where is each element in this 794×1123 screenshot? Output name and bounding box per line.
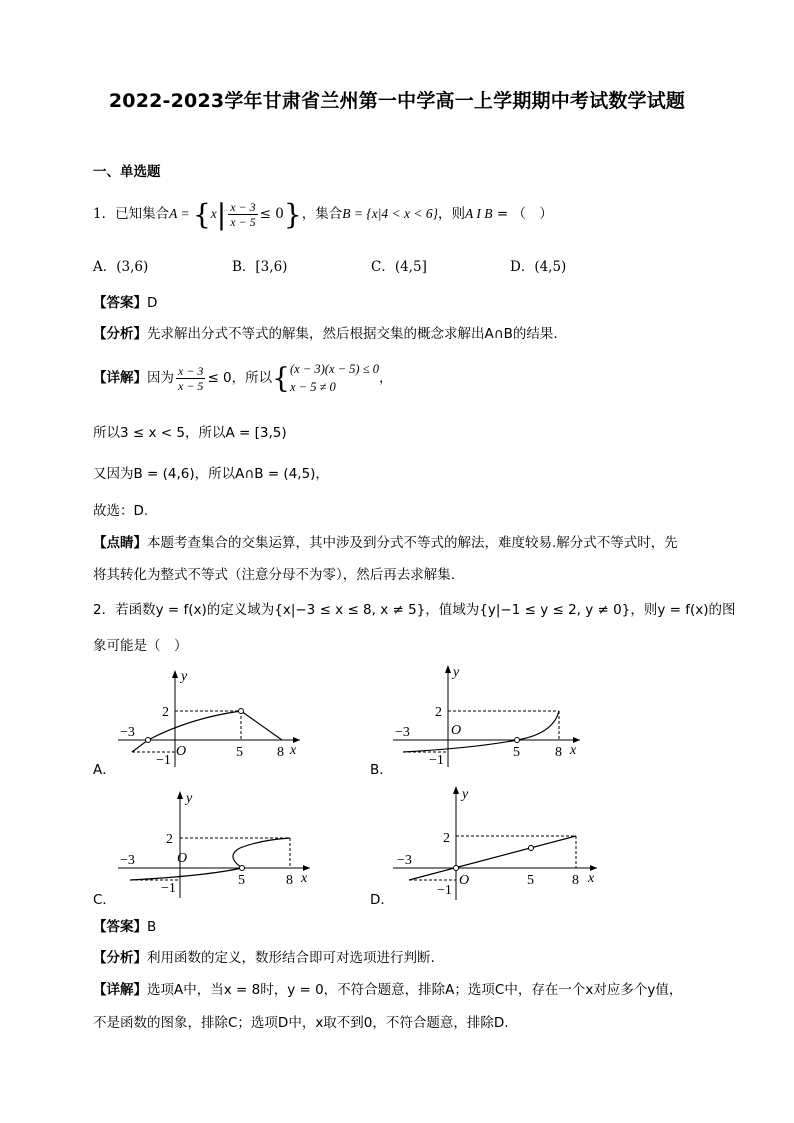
q1-detail-3: 又因为B = (4,6)，所以A∩B = (4,5)， — [93, 466, 329, 482]
graph-a-x-label: x — [290, 743, 297, 758]
brace-open: { — [192, 198, 211, 231]
graph-d — [385, 782, 605, 904]
graph-a-two: 2 — [162, 705, 169, 720]
graph-c-neg1: −1 — [161, 881, 176, 896]
graph-b-origin: O — [451, 723, 462, 738]
graph-b-label: B． — [370, 762, 393, 778]
graph-b-x-label: x — [570, 743, 577, 758]
q1-option-c: C．(4,5] — [371, 259, 427, 275]
graph-b-neg1: −1 — [429, 753, 444, 768]
graph-a — [110, 662, 310, 772]
q1-expression: A I B — [465, 206, 493, 221]
q1-system: (x − 3)(x − 5) ≤ 0 x − 5 ≠ 0 — [289, 362, 379, 394]
bar: | — [216, 198, 227, 231]
q1-stem-text-b: ，集合 — [301, 206, 343, 222]
graph-d-five: 5 — [527, 873, 534, 888]
q1-detail-4: 故选：D. — [93, 503, 149, 519]
q1-comment-2: 将其转化为整式不等式（注意分母不为零），然后再去求解集. — [93, 567, 456, 583]
graph-c-five: 5 — [238, 873, 245, 888]
page-title: 2022-2023学年甘肃省兰州第一中学高一上学期期中考试数学试题 — [108, 90, 686, 112]
graph-d-x-label: x — [588, 871, 595, 886]
q1-analysis: 【分析】先求解出分式不等式的解集，然后根据交集的概念求解出A∩B的结果. — [93, 326, 558, 342]
graph-d-eight: 8 — [572, 873, 579, 888]
graph-c-x-label: x — [301, 871, 308, 886]
graph-a-eight: 8 — [277, 745, 284, 760]
q2-detail-1: 【详解】选项A中，当x = 8时，y = 0，不符合题意，排除A；选项C中，存在一个x对应多个y值， — [93, 982, 683, 998]
graph-c-y-label: y — [186, 791, 193, 806]
q1-fraction: $\frac{x - 3}{x - 5}$ — [230, 200, 256, 229]
graph-a-neg1: −1 — [156, 753, 171, 768]
q2-stem-1: 2．若函数y = f(x)的定义域为{x|−3 ≤ x ≤ 8, x ≠ 5}，值域为{y|−1 ≤ y ≤ 2, y ≠ 0}，则y = f(x)的图 — [93, 602, 736, 618]
q1-detail-1: 【详解】因为 $\frac{x - 3}{x - 5}$ ≤ 0，所以{ (x − 3)(x − 5) ≤ 0 x − 5 ≠ 0 ， — [93, 361, 393, 395]
graph-c-two: 2 — [166, 832, 173, 847]
graph-b-neg3: −3 — [395, 725, 410, 740]
q1-set-a-tail: ≤ 0 — [259, 206, 284, 222]
q1-comment-1: 【点睛】本题考查集合的交集运算，其中涉及到分式不等式的解法，难度较易.解分式不等式时，先 — [93, 535, 678, 551]
graph-c — [110, 788, 320, 903]
section-heading: 一、单选题 — [93, 164, 161, 180]
graph-d-neg1: −1 — [437, 883, 452, 898]
q1-stem-text-a: 已知集合 — [115, 206, 170, 222]
q1-set-a-lhs: A = — [169, 206, 193, 221]
q1-set-b: B = {x|4 < x < 6} — [342, 206, 439, 221]
graph-b-y-label: y — [453, 665, 460, 680]
graph-a-y-label: y — [181, 669, 188, 684]
brace-close: } — [283, 198, 302, 231]
graph-c-neg3: −3 — [120, 853, 135, 868]
graph-c-eight: 8 — [286, 873, 293, 888]
graph-a-label: A． — [93, 762, 116, 778]
graph-a-neg3: −3 — [120, 725, 135, 740]
q1-detail-fraction: $\frac{x - 3}{x - 5}$ — [178, 363, 204, 393]
graph-a-origin: O — [176, 744, 187, 759]
graph-a-five: 5 — [236, 745, 243, 760]
q2-stem-2: 象可能是（ ） — [93, 638, 188, 654]
q1-stem — [93, 198, 553, 231]
graph-d-y-label: y — [462, 787, 469, 802]
graph-d-origin: O — [459, 873, 470, 888]
q1-option-a: A．(3,6) — [93, 259, 149, 275]
q1-number: 1． — [93, 206, 116, 222]
q1-set-a-var: x — [210, 206, 217, 221]
graph-c-origin: O — [177, 851, 188, 866]
q2-answer: 【答案】B — [93, 919, 157, 935]
q1-option-b: B．[3,6) — [232, 259, 288, 275]
system-brace: { — [272, 361, 290, 395]
graph-d-label: D． — [370, 892, 394, 908]
q2-analysis: 【分析】利用函数的定义，数形结合即可对选项进行判断. — [93, 950, 435, 966]
graph-b — [385, 662, 585, 772]
graph-d-neg3: −3 — [397, 853, 412, 868]
graph-b-eight: 8 — [555, 745, 562, 760]
graph-d-two: 2 — [443, 831, 450, 846]
q2-detail-2: 不是函数的图象，排除C；选项D中，x取不到0，不符合题意，排除D. — [93, 1015, 509, 1031]
graph-b-five: 5 — [513, 745, 520, 760]
graph-b-two: 2 — [435, 705, 442, 720]
q1-stem-text-c: ，则 — [438, 206, 466, 222]
q1-answer: 【答案】D — [93, 295, 158, 311]
q1-option-d: D．(4,5) — [510, 259, 567, 275]
q1-detail-2: 所以3 ≤ x < 5，所以A = [3,5) — [93, 425, 287, 441]
graph-c-label: C． — [93, 892, 116, 908]
q1-stem-text-d: = （ ） — [492, 206, 553, 222]
